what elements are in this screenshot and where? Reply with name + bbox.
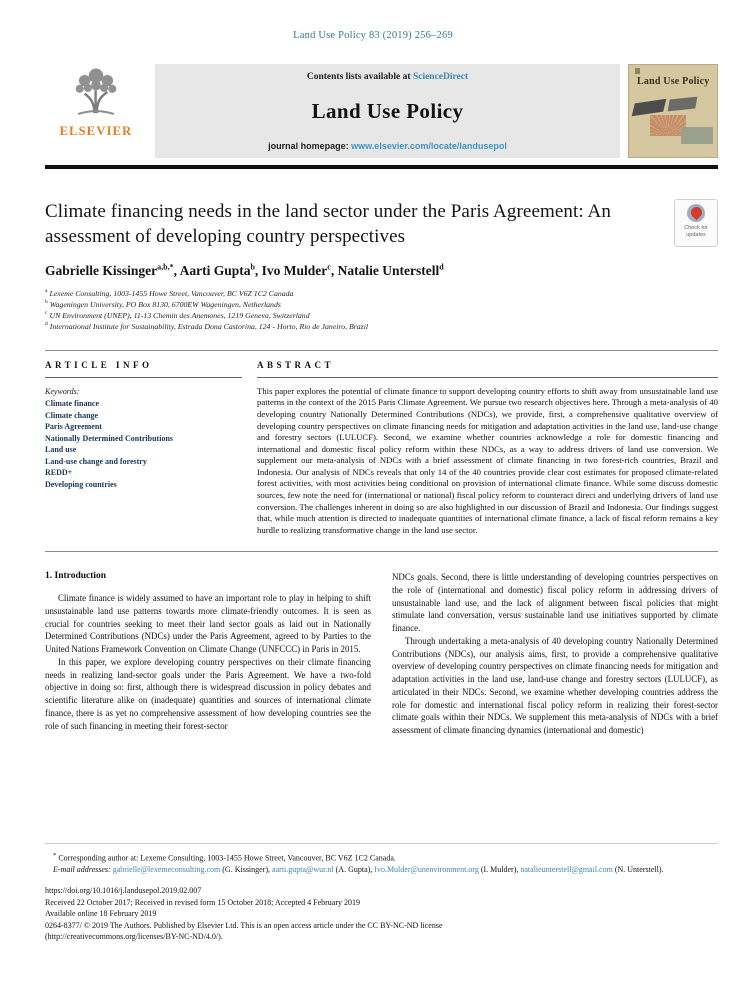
keyword: Developing countries	[45, 480, 117, 490]
copyright-line: 0264-8377/ © 2019 The Authors. Published by Elsevier Ltd. This is an open access article under the CC BY-NC-ND license	[45, 920, 443, 930]
elsevier-wordmark: ELSEVIER	[59, 124, 133, 138]
keyword: Climate finance	[45, 398, 99, 408]
cover-title: Land Use Policy	[637, 76, 710, 87]
body-paragraph: In this paper, we explore developing country perspectives on their climate financing needs in realizing land-sector goals under the Paris Agreement. We have a two-fold objective in doing so: first, although there is widespread discussion in policy debates and scientific literature alike on (inadequate) quantities and sources of international climate finance, there is as yet no comprehensive assessment of how developing countries see the role of such financing in meeting their forest-sector	[45, 656, 371, 731]
contents-line: Contents lists available at ScienceDirect	[306, 72, 469, 82]
affiliation: $^d$ International Institute for Sustainability, Estrada Dona Castorina, 124 - Horto, Rio de Janeiro, Brazil	[45, 321, 369, 331]
keyword: Land use	[45, 445, 77, 455]
homepage-line: journal homepage: www.elsevier.com/locate/landusepol	[268, 141, 507, 151]
affiliation: $^a$ Lexeme Consulting, 1003-1455 Howe Street, Vancouver, BC V6Z 1C2 Canada	[45, 288, 294, 298]
body-column-left	[45, 571, 371, 737]
keyword: Nationally Determined Contributions	[45, 433, 173, 443]
keyword: Climate change	[45, 410, 99, 420]
cover-photo-strip-icon	[632, 99, 667, 117]
first-page-footnotes	[45, 843, 718, 942]
crossmark-icon	[687, 204, 705, 222]
author: Ivo Mulder$^c$,	[261, 262, 338, 278]
author-list	[45, 262, 718, 279]
email-addresses-note: E-mail addresses: gabrielle@lexemeconsulting.com (G. Kissinger), aarti.gupta@wur.nl (A. Gupta), Ivo.Mulder@unenvironment.org (I. Mulder), natalieunterstell@gmail.com (N. Unterstell).	[53, 864, 664, 874]
email-link[interactable]: aarti.gupta@wur.nl	[272, 864, 334, 874]
keyword: Paris Agreement	[45, 422, 102, 432]
license-url: (http://creativecommons.org/licenses/BY-NC-ND/4.0/).	[45, 931, 223, 941]
abstract-heading: ABSTRACT	[257, 360, 718, 378]
journal-masthead	[155, 64, 620, 158]
header-divider	[45, 165, 718, 169]
affiliation: $^b$ Wageningen University, PO Box 8130, 6700EW Wageningen, Netherlands	[45, 299, 281, 309]
corresponding-author-note: * Corresponding author at: Lexeme Consulting, 1003-1455 Howe Street, Vancouver, BC V6Z 1C2 Canada.	[53, 852, 396, 863]
check-for-updates-label: Check for updates	[684, 225, 708, 238]
affiliation: $^c$ UN Environment (UNEP), 11-13 Chemin des Anemones, 1219 Geneva, Switzerland	[45, 310, 310, 320]
journal-homepage-link[interactable]: www.elsevier.com/locate/landusepol	[351, 141, 507, 151]
check-for-updates-badge[interactable]	[674, 199, 718, 247]
journal-reference: Land Use Policy 83 (2019) 256–269	[293, 30, 453, 41]
keyword: Land-use change and forestry	[45, 456, 147, 466]
keywords-label: Keywords:	[45, 386, 80, 396]
article-info-heading: ARTICLE INFO	[45, 360, 242, 378]
article-info-section	[45, 360, 242, 536]
elsevier-logo[interactable]	[45, 64, 147, 158]
journal-cover-thumbnail[interactable]	[628, 64, 718, 158]
available-online: Available online 18 February 2019	[45, 909, 157, 919]
section-divider	[45, 350, 718, 351]
keyword: REDD+	[45, 468, 73, 478]
body-paragraph: Climate finance is widely assumed to have an important role to play in helping to shift unsustainable land use patterns towards more climate-friendly outcomes. It is seen as crucial for countries seeking to meet their land sector goals as laid out in Nationally Determined Contributions (NDCs) under the Paris Agreement, agreed to by Parties to the United Nations Framework Convention on Climate Change (UNFCCC) in Paris in 2015.	[45, 593, 371, 655]
cover-photo-strip-icon	[668, 97, 698, 112]
body-column-right	[392, 571, 718, 737]
sciencedirect-link[interactable]: ScienceDirect	[412, 72, 469, 82]
email-link[interactable]: gabrielle@lexemeconsulting.com	[112, 864, 221, 874]
cover-corner-mark	[635, 68, 640, 74]
author: Gabrielle Kissinger$^{a,b,*}$,	[45, 262, 180, 278]
email-link[interactable]: Ivo.Mulder@unenvironment.org	[374, 864, 479, 874]
doi-link[interactable]: https://doi.org/10.1016/j.landusepol.2019.02.007	[45, 886, 202, 896]
introduction-heading: 1. Introduction	[45, 571, 107, 582]
body-paragraph: Through undertaking a meta-analysis of 40 developing country Nationally Determined Contributions (NDCs), our analysis aims, first, to provide a comprehensive qualitative overview of developing country perspectives on climate financing needs for mitigation and adaptation activities in the land use, land-use change and forestry sectors (LULUCF), as articulated in their NDCs. Second, we examine whether developing countries address the role for domestic and international fiscal policy reform in realizing their forest-sector climate goals within their NDCs. We supplement this meta-analysis of NDCs with a brief assessment of climate financing dynamics (international and domestic)	[392, 635, 718, 736]
elsevier-tree-icon	[68, 105, 124, 122]
abstract-text: This paper explores the potential of climate finance to support developing country efforts to shift away from unsustainable land use patterns in the context of the 2015 Paris Climate Agreement. We pursue two research objectives here. Through a meta-analysis of 40 developing country Nationally Determined Contributions (NDCs), we provide, first, a comprehensive qualitative overview of developing country perspectives on climate financing needs for mitigation and adaptation activities in the land use, land-use change and forestry sectors (LULUCF). Second, we examine whether countries acknowledge a role for domestic financing and international and domestic fiscal policy reform within these NDCs, as a way to address drivers of land use conversion. We supplement our meta-analysis of NDCs with a brief assessment of climate financing in two forest-rich countries, Brazil and Indonesia. Our analysis of NDCs reveals that only 14 of the 40 countries provide clear cost estimates for proposed climate-related forest activities, with most activities being conditional on provision of international climate finance. While some discuss domestic sources, few note the need for (international or national) fiscal policy reform to counteract direct and underlying drivers of land use conversion. The challenges inherent in doing so are also highlighted in our discussion of Brazil and Indonesia. Our findings suggest that, while much attention is directed to inadequate quantities of international climate finance, a lack of fiscal reform remains a key hurdle to realizing transformative change in the land use sector.	[257, 385, 718, 535]
received-dates: Received 22 October 2017; Received in revised form 15 October 2018; Accepted 4 February 2019	[45, 898, 361, 908]
author: Aarti Gupta$^b$,	[179, 262, 262, 278]
abstract-section	[257, 360, 718, 536]
affiliation-list	[45, 288, 718, 332]
author: Natalie Unterstell$^d$	[337, 262, 444, 278]
journal-header	[45, 64, 718, 158]
journal-title: Land Use Policy	[311, 99, 464, 123]
body-paragraph: NDCs goals. Second, there is little understanding of developing countries perspectives on the role of (international and domestic) fiscal policy reform in addressing drivers of unsustainable land use, and the lack of alignment between fiscal policies that might stimulate land conversation, versus sustainable land use initiatives supported by climate finance.	[392, 572, 718, 634]
section-divider	[45, 551, 718, 552]
email-link[interactable]: natalieunterstell@gmail.com	[520, 864, 613, 874]
cover-landscape-photo-icon	[681, 127, 713, 144]
article-title: Climate financing needs in the land sector under the Paris Agreement: An assessment of developing country perspectives	[45, 201, 611, 248]
article-body	[45, 571, 718, 737]
